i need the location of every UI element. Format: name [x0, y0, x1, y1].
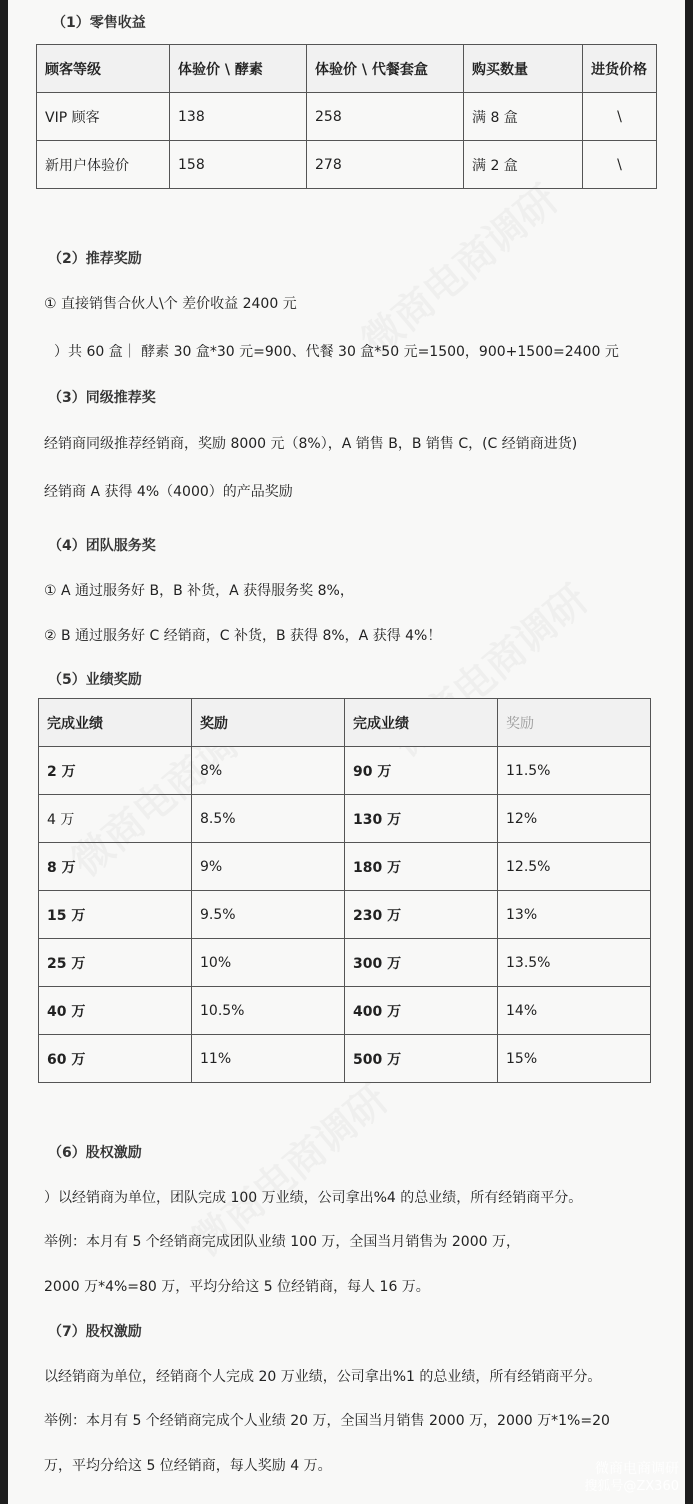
table-cell: 230 万 — [345, 891, 498, 939]
section-title-referral: （2）推荐奖励 — [48, 251, 142, 267]
table-cell: 9% — [192, 843, 345, 891]
table-row — [39, 747, 651, 795]
header-cell: 奖励 — [498, 699, 651, 747]
equity-personal-line-2: 举例：本月有 5 个经销商完成个人业绩 20 万，全国当月销售 2000 万，2000 万*1%=20 — [44, 1413, 610, 1429]
table-cell: 满 8 盒 — [464, 93, 583, 141]
team-line-2: ② B 通过服务好 C 经销商，C 补货，B 获得 8%，A 获得 4%！ — [44, 628, 442, 644]
table-header-row — [37, 45, 657, 93]
header-cell: 奖励 — [192, 699, 345, 747]
table-row — [39, 843, 651, 891]
header-cell: 进货价格 — [583, 45, 657, 93]
table-row — [39, 891, 651, 939]
header-cell: 完成业绩 — [345, 699, 498, 747]
table-row — [39, 1035, 651, 1083]
table-cell: 90 万 — [345, 747, 498, 795]
table-row — [39, 795, 651, 843]
table-cell: 8 万 — [39, 843, 192, 891]
source-watermark — [584, 1460, 679, 1496]
header-cell: 完成业绩 — [39, 699, 192, 747]
table-row — [39, 987, 651, 1035]
team-line-1: ① A 通过服务好 B，B 补货，A 获得服务奖 8%， — [44, 583, 354, 599]
watermark — [348, 170, 568, 368]
performance-reward-table — [38, 698, 651, 1083]
table-cell: 14% — [498, 987, 651, 1035]
table-cell: 8.5% — [192, 795, 345, 843]
table-cell: \ — [583, 93, 657, 141]
table-cell: 9.5% — [192, 891, 345, 939]
table-cell: 60 万 — [39, 1035, 192, 1083]
equity-team-line-2: 举例：本月有 5 个经销商完成团队业绩 100 万，全国当月销售为 2000 万， — [44, 1234, 520, 1250]
section-title-retail: （1）零售收益 — [52, 15, 146, 31]
table-cell: 10.5% — [192, 987, 345, 1035]
table-row — [39, 939, 651, 987]
table-cell: 满 2 盒 — [464, 141, 583, 189]
watermark-title: 微商电商调研 — [595, 1461, 679, 1477]
table-cell: 400 万 — [345, 987, 498, 1035]
header-cell: 购买数量 — [464, 45, 583, 93]
table-cell: 2 万 — [39, 747, 192, 795]
referral-line-1: ① 直接销售合伙人\个 差价收益 2400 元 — [44, 296, 297, 312]
table-cell: 500 万 — [345, 1035, 498, 1083]
table-cell: 130 万 — [345, 795, 498, 843]
table-cell: 15% — [498, 1035, 651, 1083]
table-row — [37, 141, 657, 189]
section-title-performance: （5）业绩奖励 — [48, 672, 142, 688]
table-header-row — [39, 699, 651, 747]
table-cell: VIP 顾客 — [37, 93, 170, 141]
table-cell: 258 — [307, 93, 464, 141]
section-title-equity-personal: （7）股权激励 — [48, 1324, 142, 1340]
header-cell: 体验价 \ 酵素 — [170, 45, 307, 93]
table-cell: 25 万 — [39, 939, 192, 987]
header-cell: 体验价 \ 代餐套盒 — [307, 45, 464, 93]
retail-price-table — [36, 44, 657, 189]
peer-line-1: 经销商同级推荐经销商，奖励 8000 元（8%），A 销售 B，B 销售 C，(C 经销商进货) — [44, 436, 578, 452]
section-title-team: （4）团队服务奖 — [48, 538, 156, 554]
table-cell: 158 — [170, 141, 307, 189]
table-cell: 15 万 — [39, 891, 192, 939]
table-cell: 12% — [498, 795, 651, 843]
table-cell: 138 — [170, 93, 307, 141]
table-cell: 13% — [498, 891, 651, 939]
section-title-equity-team: （6）股权激励 — [48, 1145, 142, 1161]
watermark-handle: 搜狐号@ZX360 — [584, 1479, 679, 1494]
equity-team-line-1: ）以经销商为单位，团队完成 100 万业绩，公司拿出%4 的总业绩，所有经销商平分。 — [44, 1190, 583, 1206]
equity-personal-line-3: 万，平均分给这 5 位经销商，每人奖励 4 万。 — [44, 1458, 332, 1474]
table-cell: \ — [583, 141, 657, 189]
table-row — [37, 93, 657, 141]
peer-line-2: 经销商 A 获得 4%（4000）的产品奖励 — [44, 484, 293, 500]
table-cell: 278 — [307, 141, 464, 189]
table-cell: 40 万 — [39, 987, 192, 1035]
table-cell: 13.5% — [498, 939, 651, 987]
table-cell: 11.5% — [498, 747, 651, 795]
section-title-peer: （3）同级推荐奖 — [48, 390, 156, 406]
header-cell: 顾客等级 — [37, 45, 170, 93]
table-cell: 10% — [192, 939, 345, 987]
equity-personal-line-1: 以经销商为单位，经销商个人完成 20 万业绩，公司拿出%1 的总业绩，所有经销商平分。 — [44, 1369, 602, 1385]
table-cell: 180 万 — [345, 843, 498, 891]
table-cell: 11% — [192, 1035, 345, 1083]
document-page — [8, 0, 685, 1504]
equity-team-line-3: 2000 万*4%=80 万，平均分给这 5 位经销商，每人 16 万。 — [44, 1279, 430, 1295]
referral-line-2: ）共 60 盒｜ 酵素 30 盒*30 元=900、代餐 30 盒*50 元=1500，900+1500=2400 元 — [54, 344, 619, 360]
table-cell: 新用户体验价 — [37, 141, 170, 189]
table-cell: 12.5% — [498, 843, 651, 891]
table-cell: 4 万 — [39, 795, 192, 843]
table-cell: 8% — [192, 747, 345, 795]
table-cell: 300 万 — [345, 939, 498, 987]
